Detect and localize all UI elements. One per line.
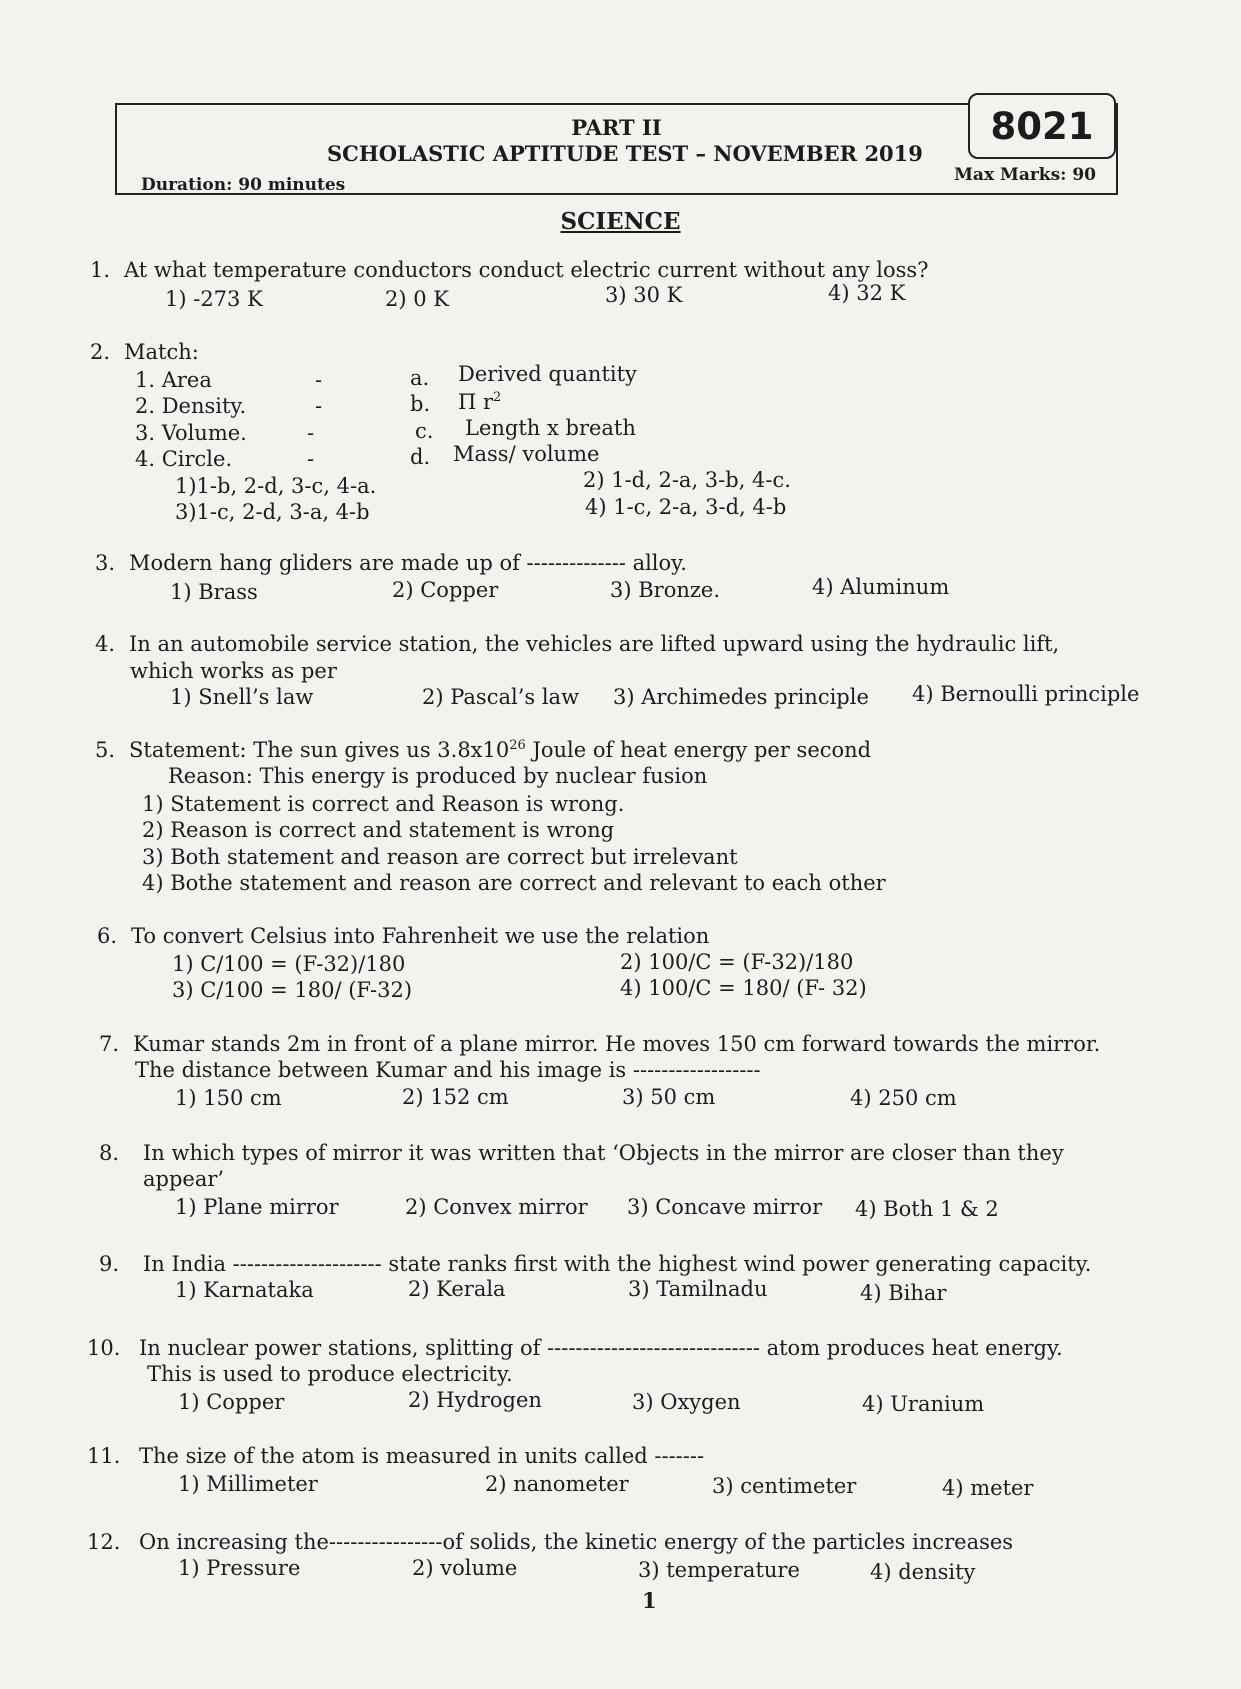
match-dash: - <box>315 368 323 392</box>
option: 3) C/100 = 180/ (F-32) <box>172 978 413 1002</box>
page-number: 1 <box>642 1588 657 1613</box>
match-letter: d. <box>410 445 431 469</box>
option: 4) 100/C = 180/ (F- 32) <box>620 976 867 1000</box>
option: 1) 150 cm <box>175 1086 282 1110</box>
question-text <box>129 738 871 762</box>
option: 2) nanometer <box>485 1472 629 1496</box>
option: 1) Statement is correct and Reason is wrong. <box>142 792 625 816</box>
option: 4) density <box>870 1560 976 1584</box>
superscript: 26 <box>509 738 526 753</box>
question-number: 4. <box>95 632 116 656</box>
match-dash: - <box>315 394 323 418</box>
question-text: In an automobile service station, the vehicles are lifted upward using the hydraulic lift, <box>129 632 1060 656</box>
option: 4) 1-c, 2-a, 3-d, 4-b <box>585 495 787 519</box>
option: 4) Aluminum <box>812 575 950 599</box>
option: 3) Both statement and reason are correct but irrelevant <box>142 845 738 869</box>
option: 1) Copper <box>178 1390 285 1414</box>
match-left-item: 3. Volume. <box>135 421 247 445</box>
question-text: In India --------------------- state ranks first with the highest wind power generating capacity. <box>143 1252 1092 1276</box>
match-left-item: 1. Area <box>135 368 212 392</box>
max-marks-label: Max Marks: 90 <box>954 165 1096 185</box>
question-text: To convert Celsius into Fahrenheit we use the relation <box>131 924 710 948</box>
option: 4) Bihar <box>860 1281 947 1305</box>
option: 3) Oxygen <box>632 1390 741 1414</box>
option: 4) Bernoulli principle <box>912 682 1140 706</box>
question-number: 10. <box>87 1336 121 1360</box>
option: 1) Plane mirror <box>175 1195 339 1219</box>
match-right-item <box>458 390 501 414</box>
option: 4) Bothe statement and reason are correct and relevant to each other <box>142 871 886 895</box>
option: 4) meter <box>942 1476 1034 1500</box>
option: 2) 152 cm <box>402 1085 509 1109</box>
option: 1) Karnataka <box>175 1278 314 1302</box>
option: 1) Brass <box>170 580 258 604</box>
option: 1) Millimeter <box>178 1472 318 1496</box>
question-text-line2: This is used to produce electricity. <box>147 1362 513 1386</box>
paper-code: 8021 <box>968 93 1116 159</box>
exam-title: SCHOLASTIC APTITUDE TEST – NOVEMBER 2019 <box>327 141 923 166</box>
question-text: The size of the atom is measured in units called ------- <box>139 1444 705 1468</box>
match-left-item: 4. Circle. <box>135 447 233 471</box>
option: 3) Tamilnadu <box>628 1277 768 1301</box>
option: 2) Kerala <box>408 1277 506 1301</box>
question-text-line2: which works as per <box>130 659 337 683</box>
match-right-item: Length x breath <box>465 416 636 440</box>
pi-r-text: Π r <box>458 390 494 414</box>
option: 3) Concave mirror <box>627 1195 823 1219</box>
question-number: 9. <box>99 1252 120 1276</box>
match-letter: c. <box>415 419 434 443</box>
subject-title: SCIENCE <box>560 208 681 235</box>
option: 2) Reason is correct and statement is wrong <box>142 818 615 842</box>
option: 1)1-b, 2-d, 3-c, 4-a. <box>175 474 377 498</box>
question-text-line2: The distance between Kumar and his image is ------------------ <box>135 1058 761 1082</box>
option: 2) volume <box>412 1556 518 1580</box>
question-text: In which types of mirror it was written that ‘Objects in the mirror are closer than they <box>143 1141 1064 1165</box>
question-text: At what temperature conductors conduct electric current without any loss? <box>124 258 929 282</box>
question-text: Modern hang gliders are made up of -------------- alloy. <box>129 551 687 575</box>
question-number: 11. <box>87 1444 121 1468</box>
question-text: Kumar stands 2m in front of a plane mirror. He moves 150 cm forward towards the mirror. <box>133 1032 1101 1056</box>
option: 1) Pressure <box>178 1556 301 1580</box>
option: 3) Archimedes principle <box>613 685 869 709</box>
option: 4) 32 K <box>828 281 906 305</box>
option: 3)1-c, 2-d, 3-a, 4-b <box>175 500 370 524</box>
option: 2) Convex mirror <box>405 1195 588 1219</box>
question-number: 3. <box>95 551 116 575</box>
question-text: In nuclear power stations, splitting of ------------------------------ atom produces heat energy. <box>139 1336 1063 1360</box>
match-letter: b. <box>410 392 431 416</box>
option: 1) -273 K <box>165 287 263 311</box>
question-number: 2. <box>90 340 111 364</box>
option: 2) Pascal’s law <box>422 685 580 709</box>
question-text-line2: appear’ <box>143 1167 225 1191</box>
part-label: PART II <box>571 115 662 140</box>
option: 4) Both 1 & 2 <box>855 1197 999 1221</box>
option: 3) Bronze. <box>610 578 721 602</box>
match-dash: - <box>307 421 315 445</box>
option: 3) 50 cm <box>622 1085 716 1109</box>
duration-label: Duration: 90 minutes <box>141 175 346 195</box>
option: 3) temperature <box>638 1558 800 1582</box>
option: 3) centimeter <box>712 1474 857 1498</box>
option: 3) 30 K <box>605 283 683 307</box>
question-number: 5. <box>95 738 116 762</box>
match-left-item: 2. Density. <box>135 394 247 418</box>
reason-text: Reason: This energy is produced by nuclear fusion <box>168 764 708 788</box>
statement-text-rest: Joule of heat energy per second <box>525 738 872 762</box>
question-number: 7. <box>99 1032 120 1056</box>
question-number: 1. <box>90 258 111 282</box>
superscript: 2 <box>493 390 502 405</box>
option: 1) C/100 = (F-32)/180 <box>172 952 406 976</box>
question-number: 8. <box>99 1141 120 1165</box>
match-dash: - <box>307 447 315 471</box>
question-text: Match: <box>124 340 199 364</box>
option: 4) 250 cm <box>850 1086 957 1110</box>
option: 2) 0 K <box>385 287 449 311</box>
question-text: On increasing the----------------of solids, the kinetic energy of the particles increases <box>139 1530 1014 1554</box>
statement-text: Statement: The sun gives us 3.8x10 <box>129 738 510 762</box>
option: 2) Hydrogen <box>408 1388 542 1412</box>
question-number: 6. <box>97 924 118 948</box>
match-letter: a. <box>410 366 430 390</box>
question-number: 12. <box>87 1530 121 1554</box>
option: 1) Snell’s law <box>170 685 314 709</box>
option: 2) Copper <box>392 578 499 602</box>
option: 4) Uranium <box>862 1392 985 1416</box>
option: 2) 1-d, 2-a, 3-b, 4-c. <box>583 468 791 492</box>
match-right-item: Derived quantity <box>458 362 637 386</box>
option: 2) 100/C = (F-32)/180 <box>620 950 854 974</box>
match-right-item: Mass/ volume <box>453 442 600 466</box>
